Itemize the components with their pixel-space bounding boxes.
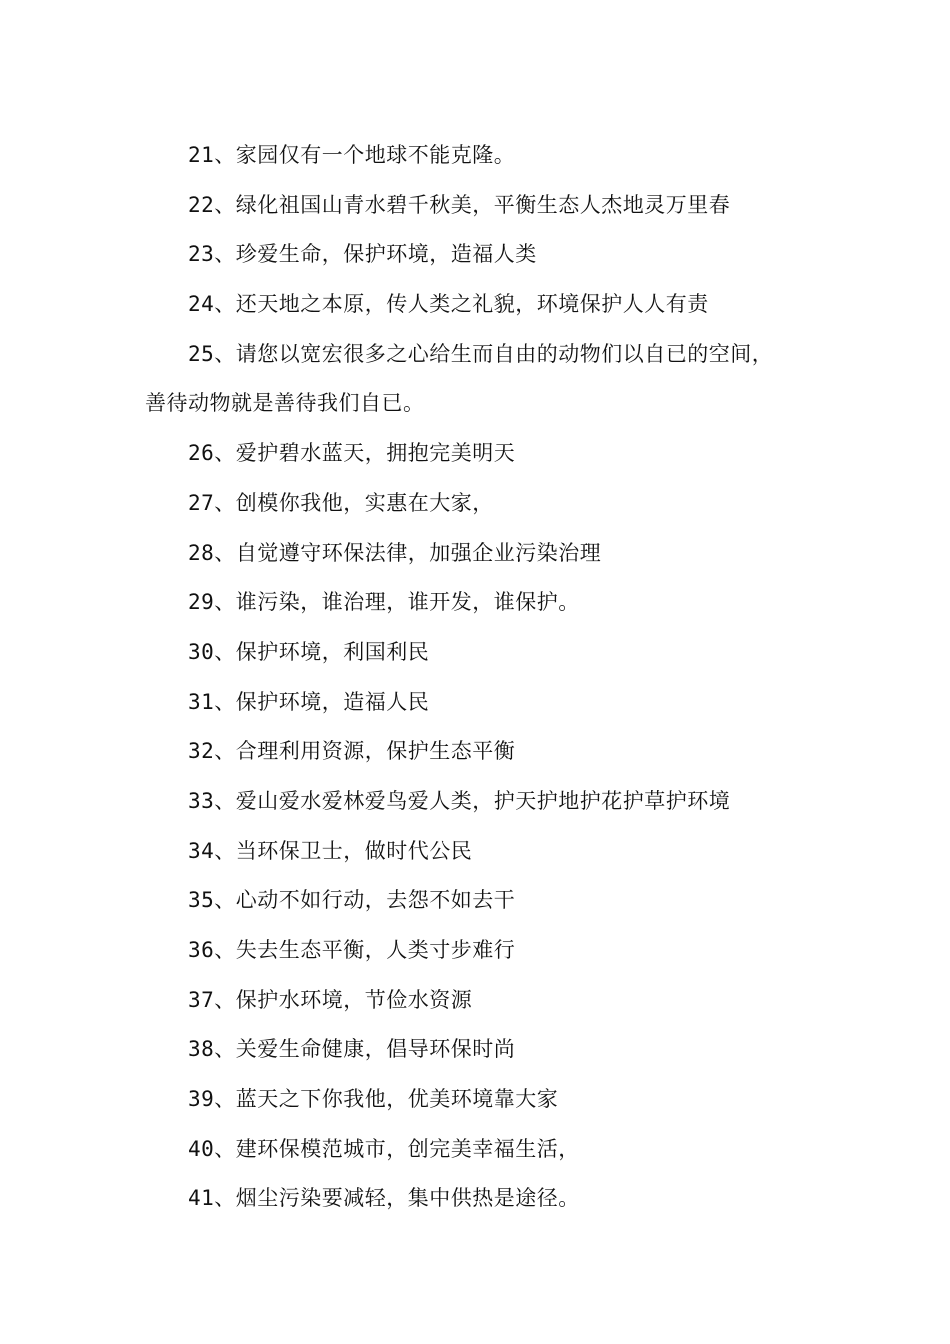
list-item: 39、蓝天之下你我他，优美环境靠大家 [188, 1087, 559, 1112]
list-item: 41、烟尘污染要减轻，集中供热是途径。 [188, 1186, 580, 1211]
list-item: 21、家园仅有一个地球不能克隆。 [188, 143, 516, 167]
list-item: 32、合理利用资源，保护生态平衡 [188, 739, 516, 764]
list-item: 26、爱护碧水蓝天，拥抱完美明天 [188, 441, 516, 466]
list-item: 38、关爱生命健康，倡导环保时尚 [188, 1037, 516, 1062]
list-item: 27、创模你我他，实惠在大家， [188, 490, 494, 515]
list-item-continuation: 善待动物就是善待我们自已。 [145, 391, 425, 416]
list-item: 28、自觉遵守环保法律，加强企业污染治理 [188, 540, 602, 565]
list-item: 35、心动不如行动，去怨不如去干 [188, 888, 516, 913]
list-item: 29、谁污染，谁治理，谁开发，谁保护。 [188, 590, 580, 615]
list-item: 37、保护水环境，节俭水资源 [188, 987, 473, 1012]
list-item: 23、珍爱生命，保护环境，造福人类 [188, 242, 537, 267]
list-item: 36、失去生态平衡，人类寸步难行 [188, 938, 516, 962]
list-item: 22、绿化祖国山青水碧千秋美，平衡生态人杰地灵万里春 [188, 192, 731, 217]
list-item: 40、建环保模范城市，创完美幸福生活， [188, 1136, 580, 1161]
list-item: 33、爱山爱水爱林爱鸟爱人类，护天护地护花护草护环境 [188, 788, 731, 813]
list-item: 31、保护环境，造福人民 [188, 689, 430, 714]
list-item: 25、请您以宽宏很多之心给生而自由的动物们以自已的空间， [188, 341, 774, 366]
slogan-list [145, 131, 825, 1224]
list-item: 30、保护环境，利国利民 [188, 639, 430, 664]
list-item: 34、当环保卫士，做时代公民 [188, 838, 473, 863]
list-item: 24、还天地之本原，传人类之礼貌，环境保护人人有责 [188, 292, 709, 317]
